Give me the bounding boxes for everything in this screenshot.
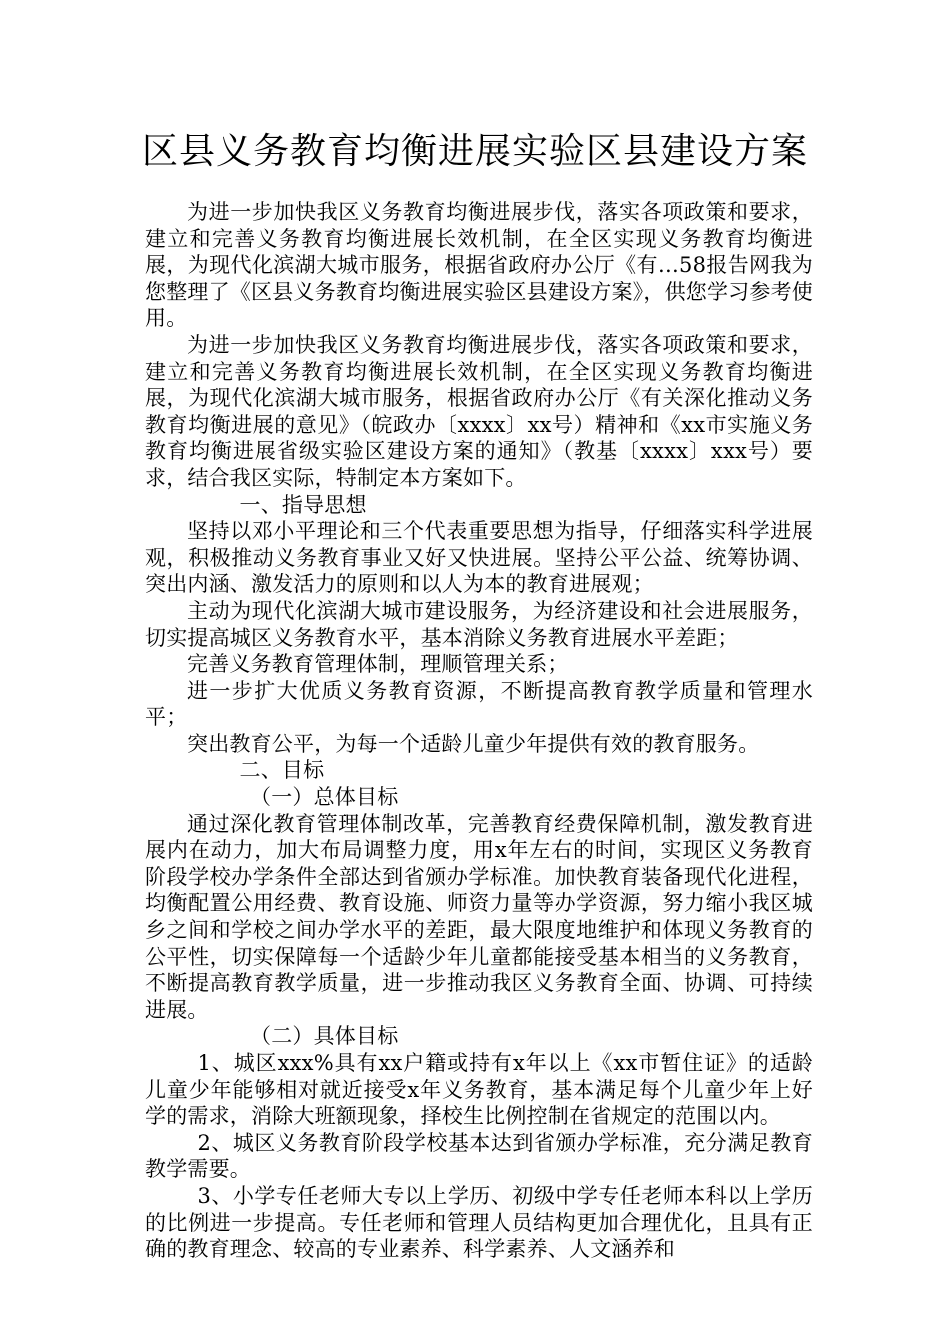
body-paragraph: 突出教育公平，为每一个适龄儿童少年提供有效的教育服务。 [187, 731, 760, 756]
list-item: 1、城区xxx%具有xx户籍或持有x年以上《xx市暂住证》的适龄儿童少年能够相对就近接受x年义务教育，基本满足每个儿童少年上好学的需求，消除大班额现象，择校生比例控制在省规定的范围以内。 [145, 1051, 813, 1129]
body-paragraph: 完善义务教育管理体制，理顺管理关系； [187, 652, 569, 677]
subsection-heading-specific-goals: （二）具体目标 [250, 1024, 399, 1049]
document-title: 区县义务教育均衡进展实验区县建设方案 [141, 131, 808, 172]
body-paragraph: 坚持以邓小平理论和三个代表重要思想为指导，仔细落实科学进展观，积极推动义务教育事业又好又快进展。坚持公平公益、统筹协调、突出内涵、激发活力的原则和以人为本的教育进展观； [145, 519, 813, 597]
document-body [145, 199, 813, 1263]
preamble-paragraph: 为进一步加快我区义务教育均衡进展步伐，落实各项政策和要求，建立和完善义务教育均衡进展长效机制，在全区实现义务教育均衡进展，为现代化滨湖大城市服务，根据省政府办公厅《有关深化推动义务教育均衡进展的意见》（皖政办〔xxxx〕xx号）精神和《xx市实施义务教育均衡进展省级实验区建设方案的通知》（教基〔xxxx〕xxx号）要求，结合我区实际，特制定本方案如下。 [145, 332, 813, 490]
body-paragraph: 通过深化教育管理体制改革，完善教育经费保障机制，激发教育进展内在动力，加大布局调整力度，用x年左右的时间，实现区义务教育阶段学校办学条件全部达到省颁办学标准。加快教育装备现代化进程，均衡配置公用经费、教育设施、师资力量等办学资源，努力缩小我区城乡之间和学校之间办学水平的差距，最大限度地维护和体现义务教育的公平性，切实保障每一个适龄少年儿童都能接受基本相当的义务教育，不断提高教育教学质量，进一步推动我区义务教育全面、协调、可持续进展。 [145, 811, 813, 1022]
list-item: 3、小学专任老师大专以上学历、初级中学专任老师本科以上学历的比例进一步提高。专任老师和管理人员结构更加合理优化，且具有正确的教育理念、较高的专业素养、科学素养、人文涵养和 [145, 1183, 813, 1262]
body-paragraph: 主动为现代化滨湖大城市建设服务，为经济建设和社会进展服务，切实提高城区义务教育水平，基本消除义务教育进展水平差距； [145, 598, 813, 650]
section-heading-guiding-ideology: 一、指导思想 [239, 492, 367, 517]
section-heading-goals: 二、目标 [239, 758, 325, 783]
list-item: 2、城区义务教育阶段学校基本达到省颁办学标准，充分满足教育教学需要。 [145, 1130, 813, 1182]
intro-paragraph: 为进一步加快我区义务教育均衡进展步伐，落实各项政策和要求，建立和完善义务教育均衡进展长效机制，在全区实现义务教育均衡进展，为现代化滨湖大城市服务，根据省政府办公厅《有…58报告网我为您整理了《区县义务教育均衡进展实验区县建设方案》，供您学习参考使用。 [145, 200, 813, 331]
body-paragraph: 进一步扩大优质义务教育资源，不断提高教育教学质量和管理水平； [145, 678, 813, 730]
subsection-heading-overall-goal: （一）总体目标 [250, 785, 399, 810]
